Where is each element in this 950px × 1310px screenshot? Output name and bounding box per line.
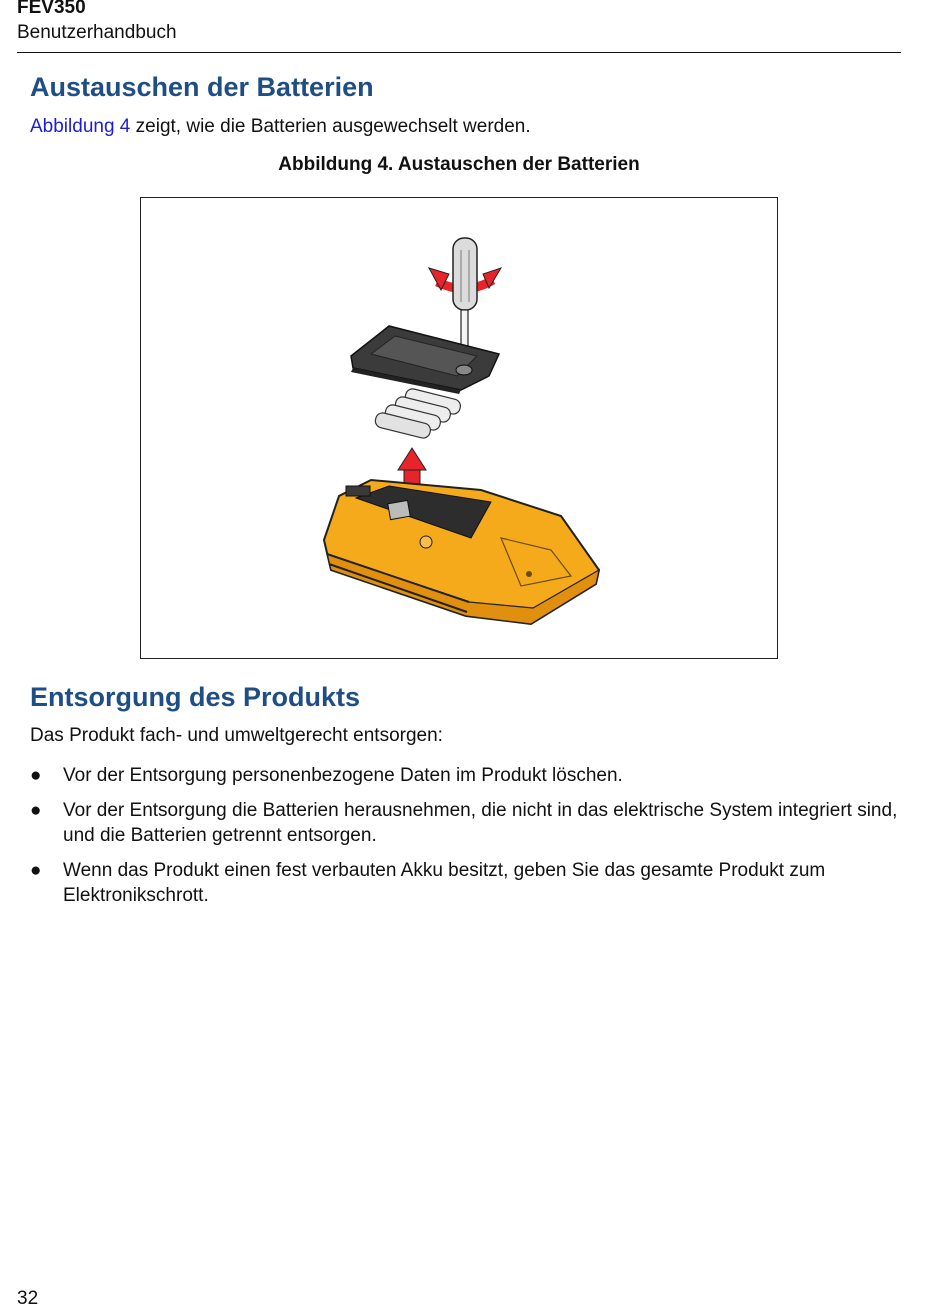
bullet-icon: ●	[30, 800, 42, 821]
section-title-disposal: Entsorgung des Produkts	[30, 682, 361, 712]
aa-batteries-icon	[374, 387, 462, 439]
page-number: 32	[17, 1288, 39, 1309]
list-item	[30, 798, 910, 848]
battery-intro-paragraph	[30, 116, 531, 138]
list-item	[30, 858, 910, 908]
document-subtitle: Benutzerhandbuch	[17, 22, 177, 43]
section-title-battery-replacement: Austauschen der Batterien	[30, 72, 374, 102]
battery-replacement-illustration	[141, 198, 777, 658]
header-divider	[17, 52, 901, 53]
bullet-icon: ●	[30, 765, 42, 786]
disposal-intro: Das Produkt fach- und umweltgerecht entsorgen:	[30, 725, 443, 746]
bullet-text: Vor der Entsorgung personenbezogene Daten im Produkt löschen.	[63, 765, 623, 786]
bullet-text: Vor der Entsorgung die Batterien herausnehmen, die nicht in das elektrische System integriert sind, und die Batterien getrennt entsorgen.	[63, 800, 898, 846]
document-model: FEV350	[17, 0, 86, 18]
battery-intro-text: zeigt, wie die Batterien ausgewechselt werden.	[130, 116, 531, 137]
list-item	[30, 763, 910, 788]
disposal-bullet-list	[30, 763, 910, 918]
battery-replacement-figure	[140, 197, 778, 659]
tester-device-icon	[324, 480, 599, 624]
figure-4-link[interactable]: Abbildung 4	[30, 116, 131, 137]
bullet-text: Wenn das Produkt einen fest verbauten Akku besitzt, geben Sie das gesamte Produkt zum Elektronikschrott.	[63, 860, 826, 906]
bullet-icon: ●	[30, 860, 42, 881]
figure-caption: Abbildung 4. Austauschen der Batterien	[278, 154, 640, 175]
battery-cover-icon	[351, 326, 499, 394]
